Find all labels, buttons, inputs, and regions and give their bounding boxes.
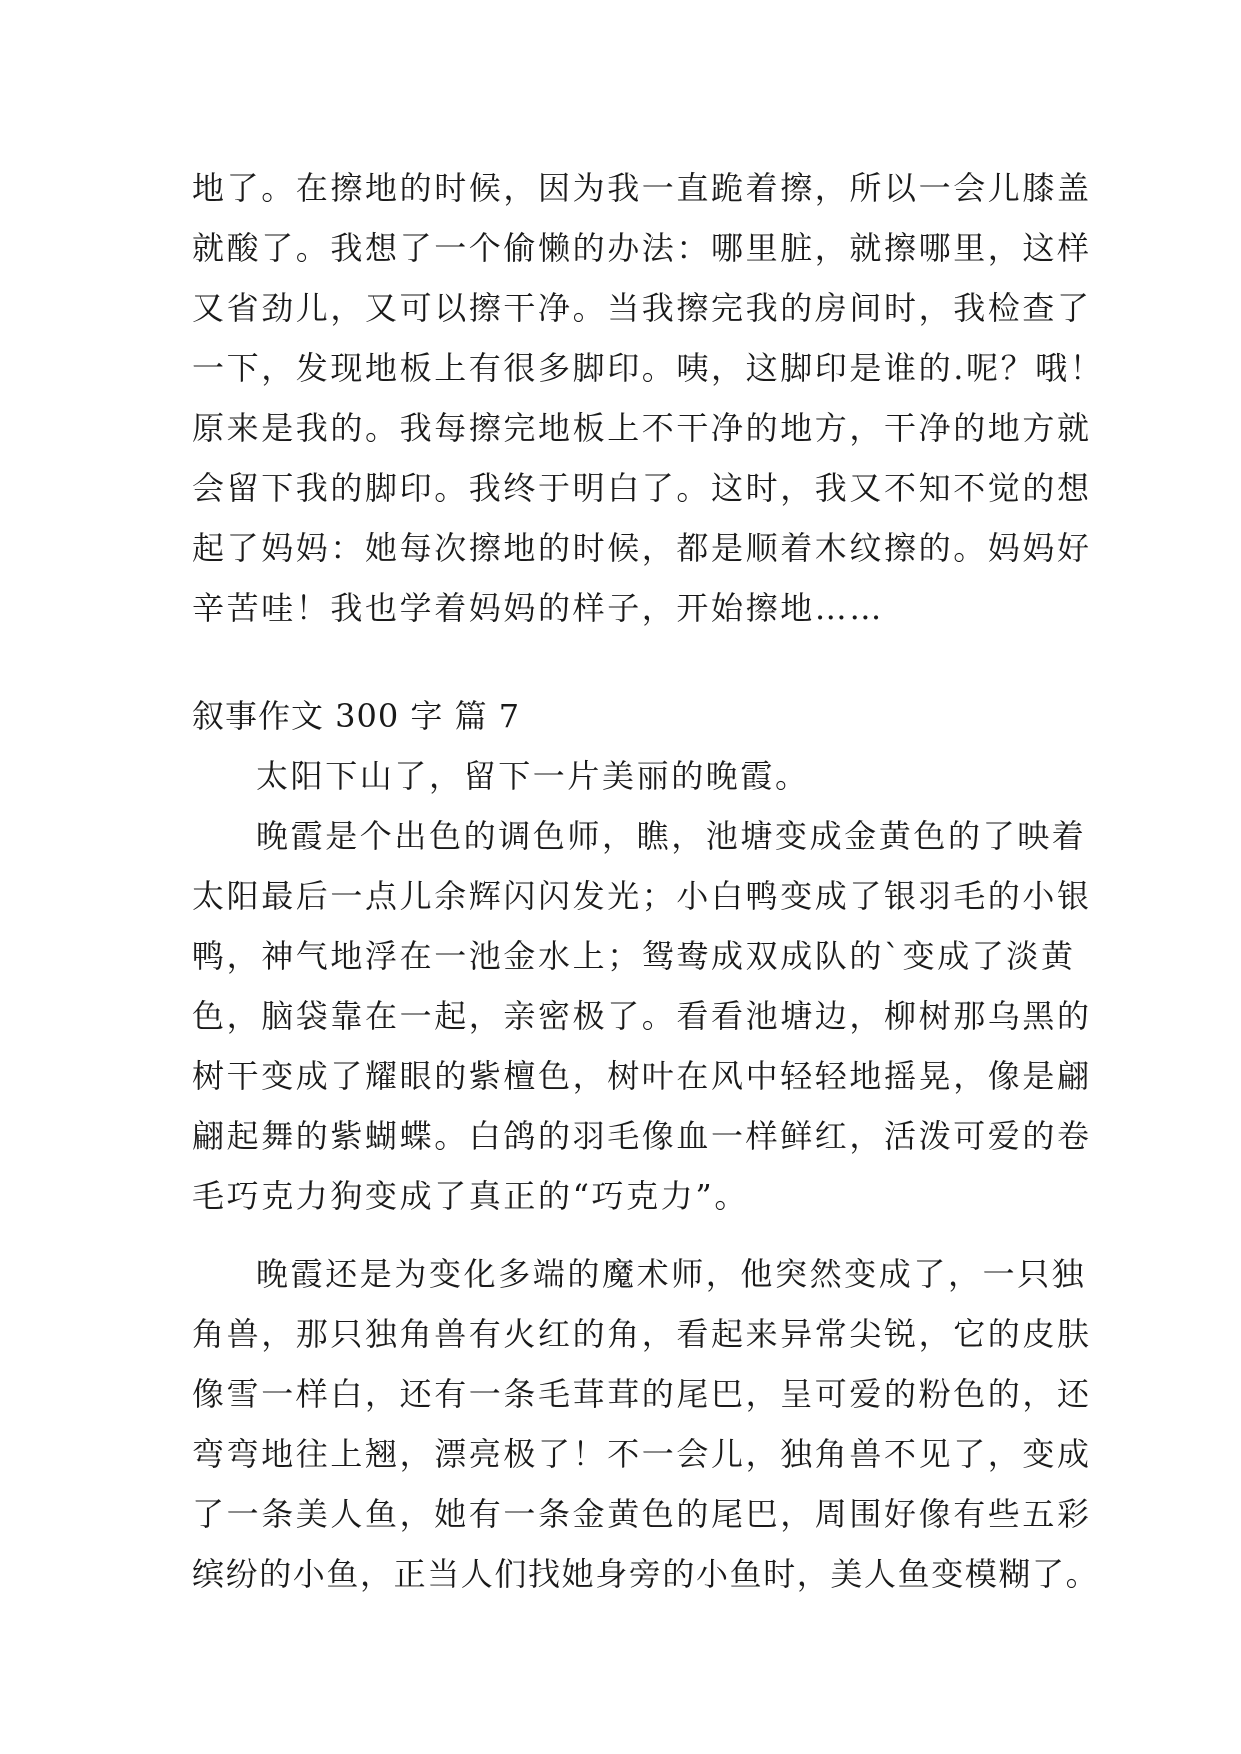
text-line: 一下，发现地板上有很多脚印。咦，这脚印是谁的.呢？哦！ xyxy=(192,349,1105,387)
text-line: 色，脑袋靠在一起，亲密极了。看看池塘边，柳树那乌黑的 xyxy=(192,997,1092,1035)
text-line: 会留下我的脚印。我终于明白了。这时，我又不知不觉的想 xyxy=(192,469,1092,507)
text-line: 晚霞是个出色的调色师，瞧，池塘变成金黄色的了映着 xyxy=(256,817,1087,855)
text-line: 又省劲儿，又可以擦干净。当我擦完我的房间时，我检查了 xyxy=(192,289,1092,327)
text-line: 树干变成了耀眼的紫檀色，树叶在风中轻轻地摇晃，像是翩 xyxy=(192,1057,1092,1095)
text-line: 太阳最后一点儿余辉闪闪发光；小白鸭变成了银羽毛的小银 xyxy=(192,877,1092,915)
text-line: 晚霞还是为变化多端的魔术师，他突然变成了，一只独 xyxy=(256,1255,1087,1293)
section-title: 叙事作文 300 字 篇 7 xyxy=(192,697,521,735)
text-line: 弯弯地往上翘，漂亮极了！不一会儿，独角兽不见了，变成 xyxy=(192,1435,1092,1473)
text-line: 了一条美人鱼，她有一条金黄色的尾巴，周围好像有些五彩 xyxy=(192,1495,1092,1533)
text-line: 太阳下山了，留下一片美丽的晚霞。 xyxy=(256,757,810,795)
text-line: 角兽，那只独角兽有火红的角，看起来异常尖锐，它的皮肤 xyxy=(192,1315,1092,1353)
text-line: 地了。在擦地的时候，因为我一直跪着擦，所以一会儿膝盖 xyxy=(192,169,1092,207)
text-line: 鸭，神气地浮在一池金水上；鸳鸯成双成队的`变成了淡黄 xyxy=(192,937,1076,975)
text-line: 翩起舞的紫蝴蝶。白鸽的羽毛像血一样鲜红，活泼可爱的卷 xyxy=(192,1117,1092,1155)
text-line: 起了妈妈：她每次擦地的时候，都是顺着木纹擦的。妈妈好 xyxy=(192,529,1092,567)
text-line: 就酸了。我想了一个偷懒的办法：哪里脏，就擦哪里，这样 xyxy=(192,229,1092,267)
text-line: 像雪一样白，还有一条毛茸茸的尾巴，呈可爱的粉色的，还 xyxy=(192,1375,1092,1413)
text-line: 辛苦哇！我也学着妈妈的样子，开始擦地…… xyxy=(192,589,885,627)
text-line: 缤纷的小鱼，正当人们找她身旁的小鱼时，美人鱼变模糊了。 xyxy=(192,1555,1100,1593)
text-line: 毛巧克力狗变成了真正的“巧克力”。 xyxy=(192,1177,749,1215)
text-line: 原来是我的。我每擦完地板上不干净的地方，干净的地方就 xyxy=(192,409,1092,447)
